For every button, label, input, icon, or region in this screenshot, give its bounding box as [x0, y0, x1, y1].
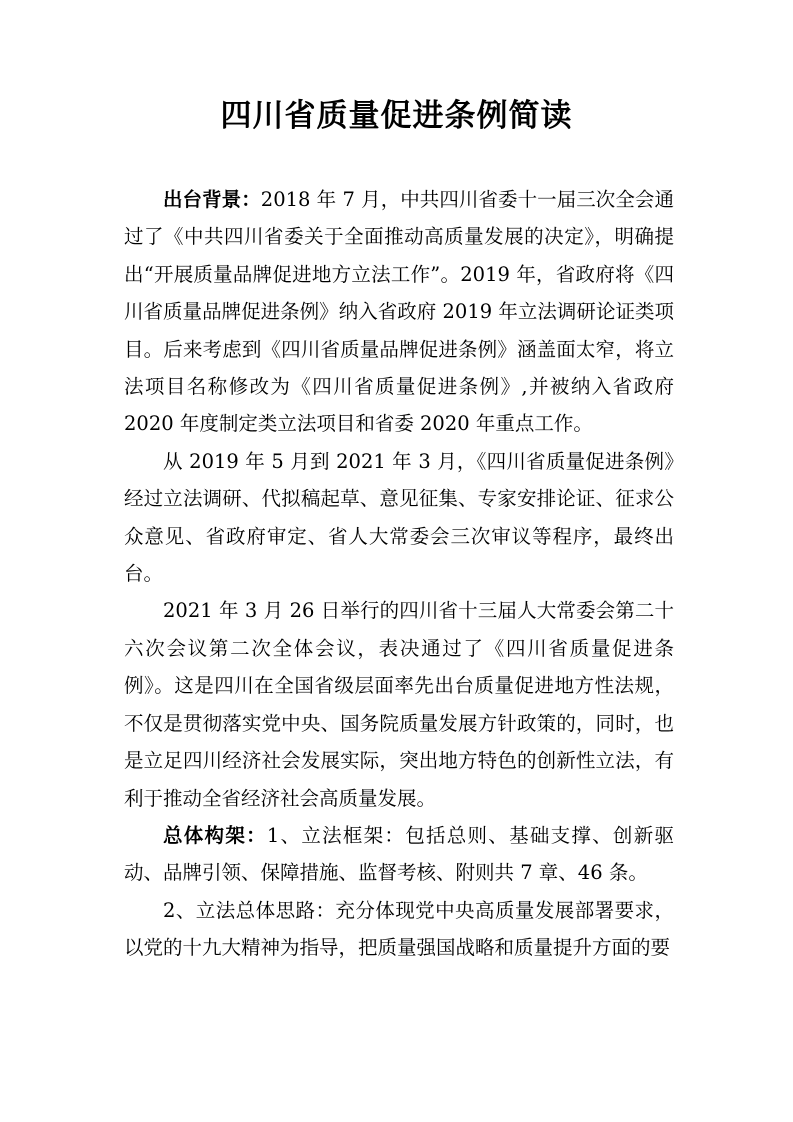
paragraph-background — [124, 181, 674, 443]
paragraph-text: 2018 年 7 月，中共四川省委十一届三次全会通过了《中共四川省委关于全面推动高质量发展的决定》，明确提出“开展质量品牌促进地方立法工作”。2019 年，省政府将《四川省质量品牌促进条例》纳入省政府 2019 年立法调研论证类项目。后来考虑到《四川省质量品牌促进条例》涵盖面太窄，将立法项目名称修改为《四川省质量促进条例》,并被纳入省政府 2020 年度制定类立法项目和省委 2020 年重点工作。 — [124, 188, 674, 436]
section-heading-background: 出台背景： — [163, 188, 261, 211]
paragraph-text: 从 2019 年 5 月到 2021 年 3 月，《四川省质量促进条例》经过立法调研、代拟稿起草、意见征集、专家安排论证、征求公众意见、省政府审定、省人大常委会三次审议等程序，最终出台。 — [124, 449, 674, 586]
section-heading-framework: 总体构架： — [163, 823, 267, 847]
paragraph-text: 2、立法总体思路：充分体现党中央高质量发展部署要求，以党的十九大精神为指导，把质量强国战略和质量提升方面的要 — [124, 898, 674, 960]
paragraph-timeline — [124, 443, 674, 593]
paragraph-adoption — [124, 592, 674, 816]
paragraph-approach — [124, 892, 674, 967]
document-title: 四川省质量促进条例简读 — [220, 98, 573, 134]
paragraph-text: 1、立法框架：包括总则、基础支撑、创新驱动、品牌引领、保障措施、监督考核、附则共 7 章、46 条。 — [124, 823, 674, 885]
paragraph-text: 2021 年 3 月 26 日举行的四川省十三届人大常委会第二十六次会议第二次全体会议，表决通过了《四川省质量促进条例》。这是四川在全国省级层面率先出台质量促进地方性法规，不仅是贯彻落实党中央、国务院质量发展方针政策的，同时，也是立足四川经济社会发展实际，突出地方特色的创新性立法，有利于推动全省经济社会高质量发展。 — [124, 599, 674, 810]
document-body — [124, 181, 674, 967]
paragraph-framework — [124, 817, 674, 892]
